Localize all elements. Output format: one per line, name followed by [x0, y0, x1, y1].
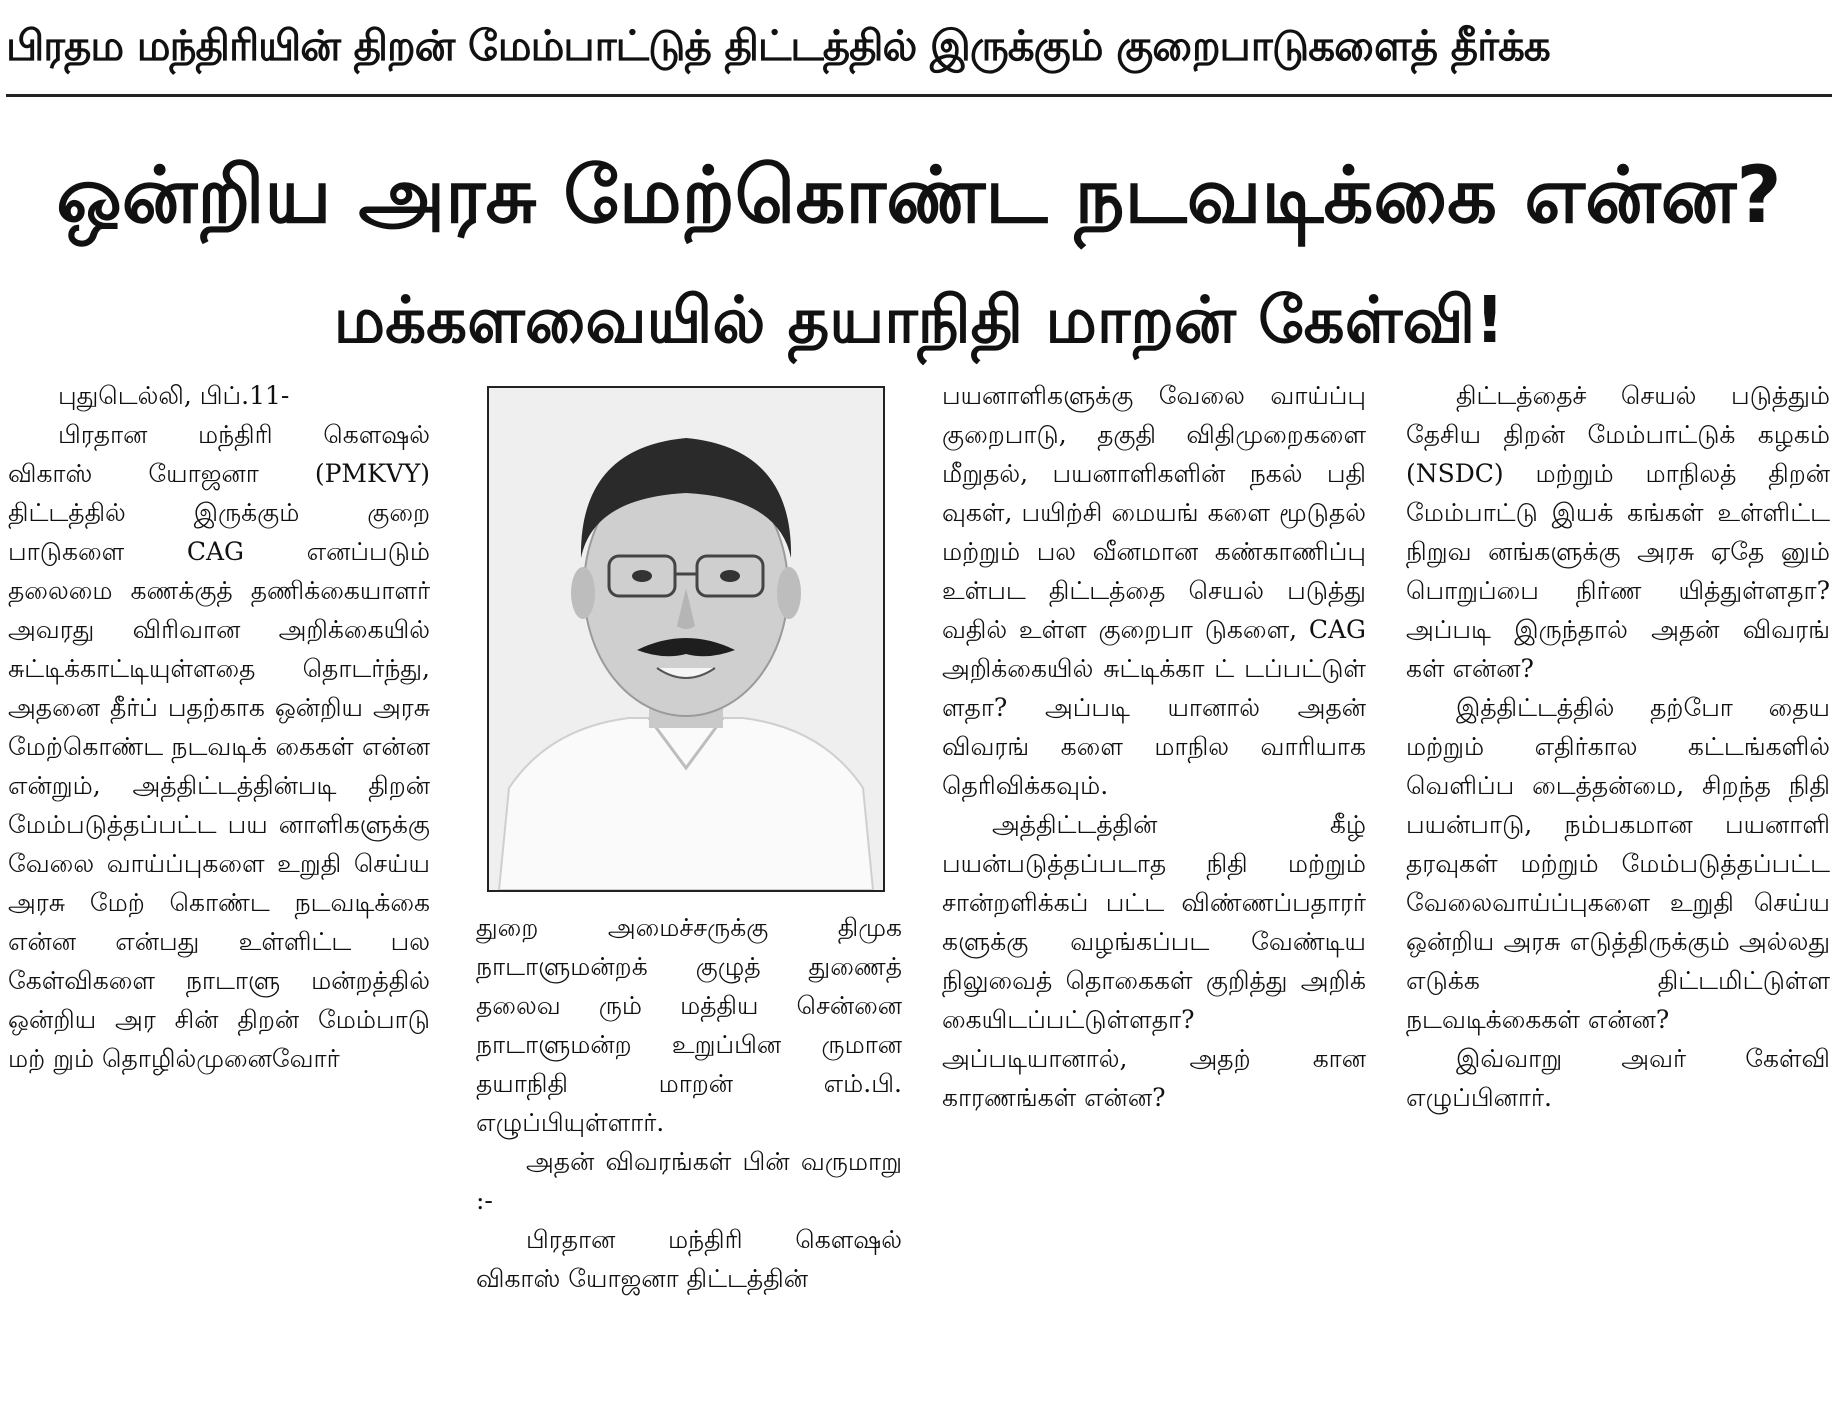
kicker-divider: [6, 94, 1832, 97]
article-paragraph: திட்டத்தைச் செயல் படுத்தும் தேசிய திறன் மேம்பாட்டுக் கழகம் (NSDC) மற்றும் மாநிலத் திறன் மேம்பாட்டு இயக் கங்கள் உள்ளிட்ட நிறுவ னங்களுக்கு அரசு ஏதே னும் பொறுப்பை நிர்ண யித்துள்ளதா? அப்படி இருந்தால் அதன் விவரங் கள் என்ன?: [1406, 381, 1830, 683]
kicker-headline: பிரதம மந்திரியின் திறன் மேம்பாட்டுத் திட்டத்தில் இருக்கும் குறைபாடுகளைத் தீர்க்க: [6, 21, 1550, 70]
article-column-4: [1406, 376, 1830, 1396]
sub-headline: மக்களவையில் தயாநிதி மாறன் கேள்வி!: [333, 284, 1505, 358]
article-column-1: [8, 376, 430, 1396]
article-column-2: [476, 908, 902, 1396]
article-paragraph: இவ்வாறு அவர் கேள்வி எழுப்பினார்.: [1406, 1044, 1830, 1112]
article-paragraph: அத்திட்டத்தின் கீழ் பயன்படுத்தப்படாத நிதி மற்றும் சான்றளிக்கப் பட்ட விண்ணப்பதாரர் களுக்கு வழங்கப்பட வேண்டிய நிலுவைத் தொகைகள் குறித்து அறிக் கையிடப்பட்டுள்ளதா? அப்படியானால், அதற் கான காரணங்கள் என்ன?: [942, 810, 1366, 1112]
portrait-photo: [487, 386, 885, 892]
article-paragraph: அதன் விவரங்கள் பின் வருமாறு :-: [476, 1147, 902, 1215]
article-paragraph: துறை அமைச்சருக்கு திமுக நாடாளுமன்றக் குழுத் துணைத் தலைவ ரும் மத்திய சென்னை நாடாளுமன்ற உறுப்பின ருமான தயாநிதி மாறன் எம்.பி. எழுப்பியுள்ளார்.: [476, 913, 902, 1137]
article-paragraph: பிரதான மந்திரி கௌஷல் விகாஸ் யோஜனா (PMKVY) திட்டத்தில் இருக்கும் குறை பாடுகளை CAG எனப்படும் தலைமை கணக்குத் தணிக்கையாளர் அவரது விரிவான அறிக்கையில் சுட்டிக்காட்டியுள்ளதை தொடர்ந்து, அதனை தீர்ப் பதற்காக ஒன்றிய அரசு மேற்கொண்ட நடவடிக் கைகள் என்ன என்றும், அத்திட்டத்தின்படி திறன் மேம்படுத்தப்பட்ட பய னாளிகளுக்கு வேலை வாய்ப்புகளை உறுதி செய்ய அரசு மேற் கொண்ட நடவடிக்கை என்ன என்பது உள்ளிட்ட பல கேள்விகளை நாடாளு மன்றத்தில் ஒன்றிய அர சின் திறன் மேம்பாடு மற் றும் தொழில்முனைவோர்: [8, 420, 430, 1073]
portrait-illustration: [489, 388, 883, 890]
article-paragraph: பிரதான மந்திரி கௌஷல் விகாஸ் யோஜனா திட்டத்தின்: [476, 1225, 902, 1293]
article-paragraph: இத்திட்டத்தில் தற்போ தைய மற்றும் எதிர்கால கட்டங்களில் வெளிப்ப டைத்தன்மை, சிறந்த நிதி பயன்பாடு, நம்பகமான பயனாளி தரவுகள் மற்றும் மேம்படுத்தப்பட்ட வேலைவாய்ப்புகளை உறுதி செய்ய ஒன்றிய அரசு எடுத்திருக்கும் அல்லது எடுக்க திட்டமிட்டுள்ள நடவடிக்கைகள் என்ன?: [1406, 693, 1830, 1034]
main-headline: ஒன்றிய அரசு மேற்கொண்ட நடவடிக்கை என்ன?: [56, 151, 1782, 241]
article-column-3: [942, 376, 1366, 1396]
article-paragraph: பயனாளிகளுக்கு வேலை வாய்ப்பு குறைபாடு, தகுதி விதிமுறைகளை மீறுதல், பயனாளிகளின் நகல் பதி வுகள், பயிற்சி மையங் களை மூடுதல் மற்றும் பல வீனமான கண்காணிப்பு உள்பட திட்டத்தை செயல் படுத்து வதில் உள்ள குறைபா டுகளை, CAG அறிக்கையில் சுட்டிக்கா ட் டப்பட்டுள் ளதா? அப்படி யானால் அதன் விவரங் களை மாநில வாரியாக தெரிவிக்கவும்.: [942, 381, 1366, 800]
dateline: புதுடெல்லி, பிப்.11-: [58, 381, 290, 410]
